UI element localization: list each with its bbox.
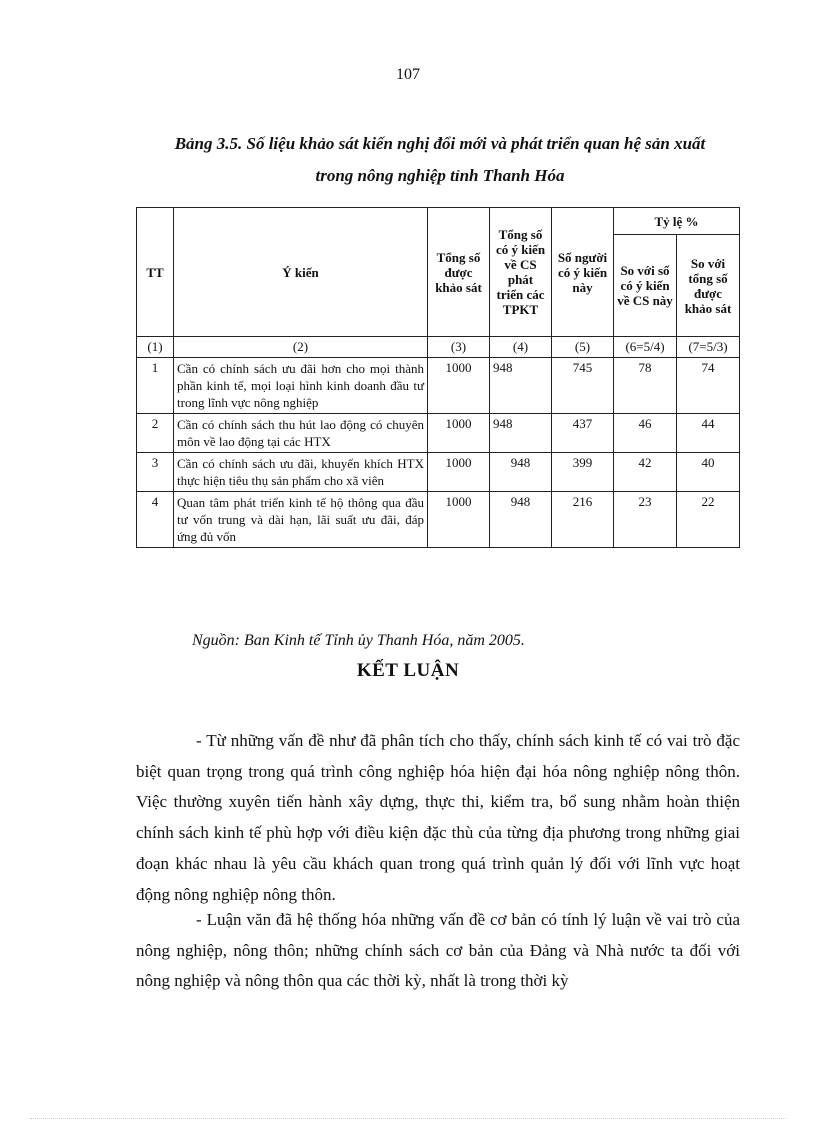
row-total-surveyed: 1000 <box>428 414 490 453</box>
row-opinion: Cần có chính sách thu hút lao động có chuyên môn về lao động tại các HTX <box>174 414 428 453</box>
table-caption-line-1: Bảng 3.5. Số liệu khảo sát kiến nghị đổi mới và phát triển quan hệ sản xuất <box>174 134 706 153</box>
page-number: 107 <box>396 66 420 83</box>
row-pct-of-total: 74 <box>677 358 740 414</box>
body-paragraph: - Luận văn đã hệ thống hóa những vấn đề cơ bản có tính lý luận về vai trò của nông nghiệp, nông thôn; những chính sách cơ bản của Đảng và Nhà nước ta đối với nông nghiệp và nông thôn qua các thời kỳ, nhất là trong thời kỳ <box>136 910 740 991</box>
table-caption-line-2: trong nông nghiệp tỉnh Thanh Hóa <box>315 166 565 185</box>
column-number: (1) <box>137 337 174 358</box>
table-row <box>137 492 740 548</box>
row-pct-of-total: 40 <box>677 453 740 492</box>
row-index: 1 <box>137 358 174 414</box>
row-pct-of-opinions: 23 <box>614 492 677 548</box>
row-total-opinions: 948 <box>490 414 552 453</box>
row-total-surveyed: 1000 <box>428 492 490 548</box>
header-so-voi-tong-so: So với tổng số được khảo sát <box>677 235 740 337</box>
row-total-surveyed: 1000 <box>428 453 490 492</box>
row-opinion: Cần có chính sách ưu đãi hơn cho mọi thành phần kinh tế, mọi loại hình kinh doanh đầu tư trong lĩnh vực nông nghiệp <box>174 358 428 414</box>
source-note: Nguồn: Ban Kinh tế Tỉnh ủy Thanh Hóa, năm 2005. <box>192 632 525 649</box>
section-title: KẾT LUẬN <box>356 660 460 681</box>
column-number: (7=5/3) <box>677 337 740 358</box>
column-number: (4) <box>490 337 552 358</box>
header-row-1 <box>137 208 740 235</box>
row-total-surveyed: 1000 <box>428 358 490 414</box>
row-pct-of-total: 22 <box>677 492 740 548</box>
row-opinion: Cần có chính sách ưu đãi, khuyến khích HTX thực hiện tiêu thụ sản phẩm cho xã viên <box>174 453 428 492</box>
row-pct-of-total: 44 <box>677 414 740 453</box>
row-opinion: Quan tâm phát triển kinh tế hộ thông qua đầu tư vốn trung và dài hạn, lãi suất ưu đãi, đáp ứng đủ vốn <box>174 492 428 548</box>
row-respondents: 216 <box>552 492 614 548</box>
row-respondents: 399 <box>552 453 614 492</box>
row-total-opinions: 948 <box>490 492 552 548</box>
header-so-nguoi: Số người có ý kiến này <box>552 208 614 337</box>
column-number: (3) <box>428 337 490 358</box>
header-so-voi-co-y-kien: So với số có ý kiến về CS này <box>614 235 677 337</box>
row-respondents: 437 <box>552 414 614 453</box>
header-y-kien: Ý kiến <box>174 208 428 337</box>
column-number: (6=5/4) <box>614 337 677 358</box>
page-bottom-rule <box>30 1118 786 1119</box>
table-row <box>137 358 740 414</box>
column-number: (5) <box>552 337 614 358</box>
row-total-opinions: 948 <box>490 453 552 492</box>
table-row <box>137 453 740 492</box>
column-number-row <box>137 337 740 358</box>
row-index: 2 <box>137 414 174 453</box>
body-paragraph: - Từ những vấn đề như đã phân tích cho thấy, chính sách kinh tế có vai trò đặc biệt quan trọng trong quá trình công nghiệp hóa hiện đại hóa nông nghiệp nông thôn. Việc thường xuyên tiến hành xây dựng, thực thi, kiểm tra, bổ sung nhằm hoàn thiện chính sách kinh tế phù hợp với điều kiện đặc thù của từng địa phương trong những giai đoạn khác nhau là yêu cầu khách quan trong quá trình quản lý đối với lĩnh vực hoạt động nông nghiệp nông thôn. <box>136 731 740 904</box>
row-respondents: 745 <box>552 358 614 414</box>
row-pct-of-opinions: 42 <box>614 453 677 492</box>
column-number: (2) <box>174 337 428 358</box>
row-total-opinions: 948 <box>490 358 552 414</box>
row-pct-of-opinions: 78 <box>614 358 677 414</box>
header-tt: TT <box>137 208 174 337</box>
table-row <box>137 414 740 453</box>
header-tong-so-co-y-kien: Tổng số có ý kiến về CS phát triển các TPKT <box>490 208 552 337</box>
header-tong-so-khao-sat: Tổng số được khảo sát <box>428 208 490 337</box>
row-pct-of-opinions: 46 <box>614 414 677 453</box>
row-index: 4 <box>137 492 174 548</box>
row-index: 3 <box>137 453 174 492</box>
survey-table <box>136 207 740 548</box>
header-ty-le: Tỷ lệ % <box>614 208 740 235</box>
